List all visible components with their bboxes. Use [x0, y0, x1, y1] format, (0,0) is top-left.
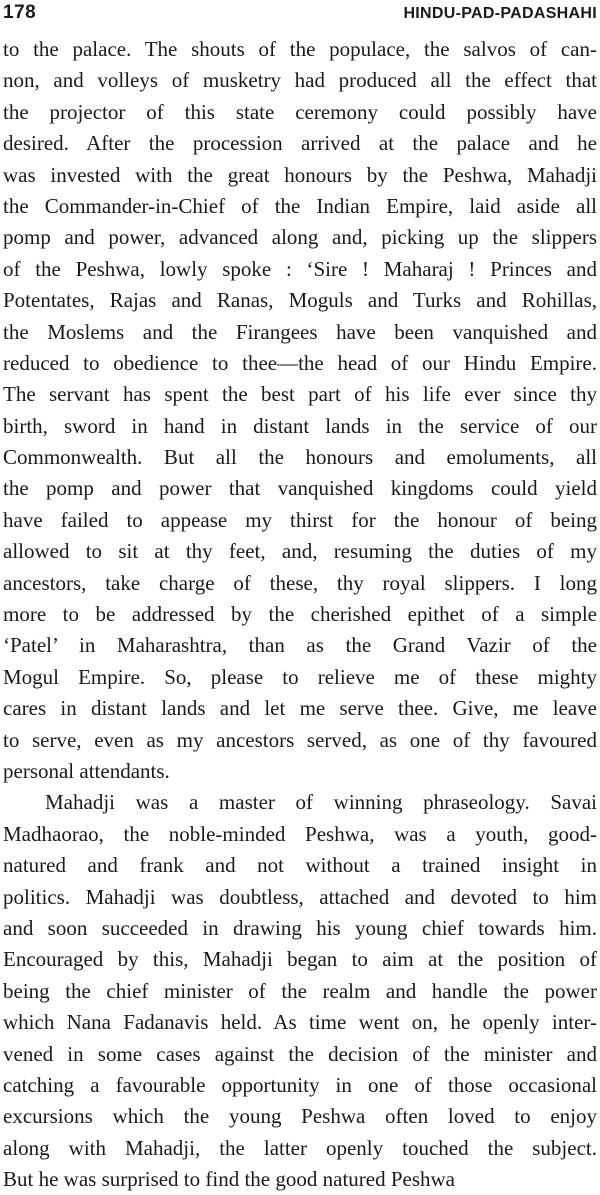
text-line: of the Peshwa, lowly spoke : ‘Sire ! Maharaj ! Princes and [3, 256, 597, 281]
running-head: HINDU-PAD-PADASHAHI [403, 5, 597, 22]
text-line: excursions which the young Peshwa often loved to enjoy [3, 1104, 597, 1129]
text-line: birth, sword in hand in distant lands in the service of our [3, 413, 597, 438]
text-line: Madhaorao, the noble-minded Peshwa, was a youth, good- [3, 821, 597, 846]
text-line: to the palace. The shouts of the populace, the salvos of can- [3, 37, 597, 61]
paragraph [3, 787, 597, 1195]
text-line: to serve, even as my ancestors served, as one of thy favoured [3, 727, 597, 752]
text-line: Mahadji was a master of winning phraseology. Savai [45, 790, 597, 815]
page-header [3, 2, 597, 24]
text-line: cares in distant lands and let me serve thee. Give, me leave [3, 696, 597, 721]
text-line: was invested with the great honours by the Peshwa, Mahadji [3, 162, 597, 187]
text-line: desired. After the procession arrived at the palace and he [3, 131, 597, 156]
text-line: The servant has spent the best part of his life ever since thy [3, 382, 597, 407]
text-line: being the chief minister of the realm and handle the power [3, 978, 597, 1003]
text-line: natured and frank and not without a trained insight in [3, 853, 597, 878]
text-line: Mogul Empire. So, please to relieve me of these mighty [3, 664, 597, 689]
text-line: Potentates, Rajas and Ranas, Moguls and Turks and Rohillas, [3, 288, 597, 313]
text-line: have failed to appease my thirst for the honour of being [3, 507, 597, 532]
text-line: Commonwealth. But all the honours and emoluments, all [3, 445, 597, 470]
body-text [3, 34, 597, 1195]
page-number: 178 [3, 2, 37, 23]
text-line: pomp and power, advanced along and, picking up the slippers [3, 225, 597, 250]
text-line: personal attendants. [3, 758, 170, 783]
text-line: allowed to sit at thy feet, and, resuming the duties of my [3, 539, 597, 564]
text-line: non, and volleys of musketry had produced all the effect that [3, 68, 597, 93]
text-line: the Commander-in-Chief of the Indian Empire, laid aside all [3, 193, 597, 218]
text-line: ancestors, take charge of these, thy royal slippers. I long [3, 570, 597, 595]
paragraph [3, 34, 597, 787]
text-line: and soon succeeded in drawing his young chief towards him. [3, 915, 597, 940]
text-line: the projector of this state ceremony could possibly have [3, 99, 597, 124]
text-line: which Nana Fadanavis held. As time went on, he openly inter- [3, 1010, 597, 1035]
text-line: vened in some cases against the decision of the minister and [3, 1041, 597, 1066]
text-line: the Moslems and the Firangees have been vanquished and [3, 319, 597, 344]
text-line: more to be addressed by the cherished epithet of a simple [3, 602, 597, 627]
text-line: Encouraged by this, Mahadji began to aim at the position of [3, 947, 597, 972]
text-line: catching a favourable opportunity in one of those occasional [3, 1072, 597, 1097]
text-line: ‘Patel’ in Maharashtra, than as the Grand Vazir of the [3, 633, 597, 658]
text-line: But he was surprised to find the good natured Peshwa [3, 1167, 456, 1192]
text-line: the pomp and power that vanquished kingdoms could yield [3, 476, 597, 501]
text-line: politics. Mahadji was doubtless, attached and devoted to him [3, 884, 597, 909]
text-line: reduced to obedience to thee—the head of our Hindu Empire. [3, 350, 597, 375]
text-line: along with Mahadji, the latter openly touched the subject. [3, 1135, 597, 1160]
